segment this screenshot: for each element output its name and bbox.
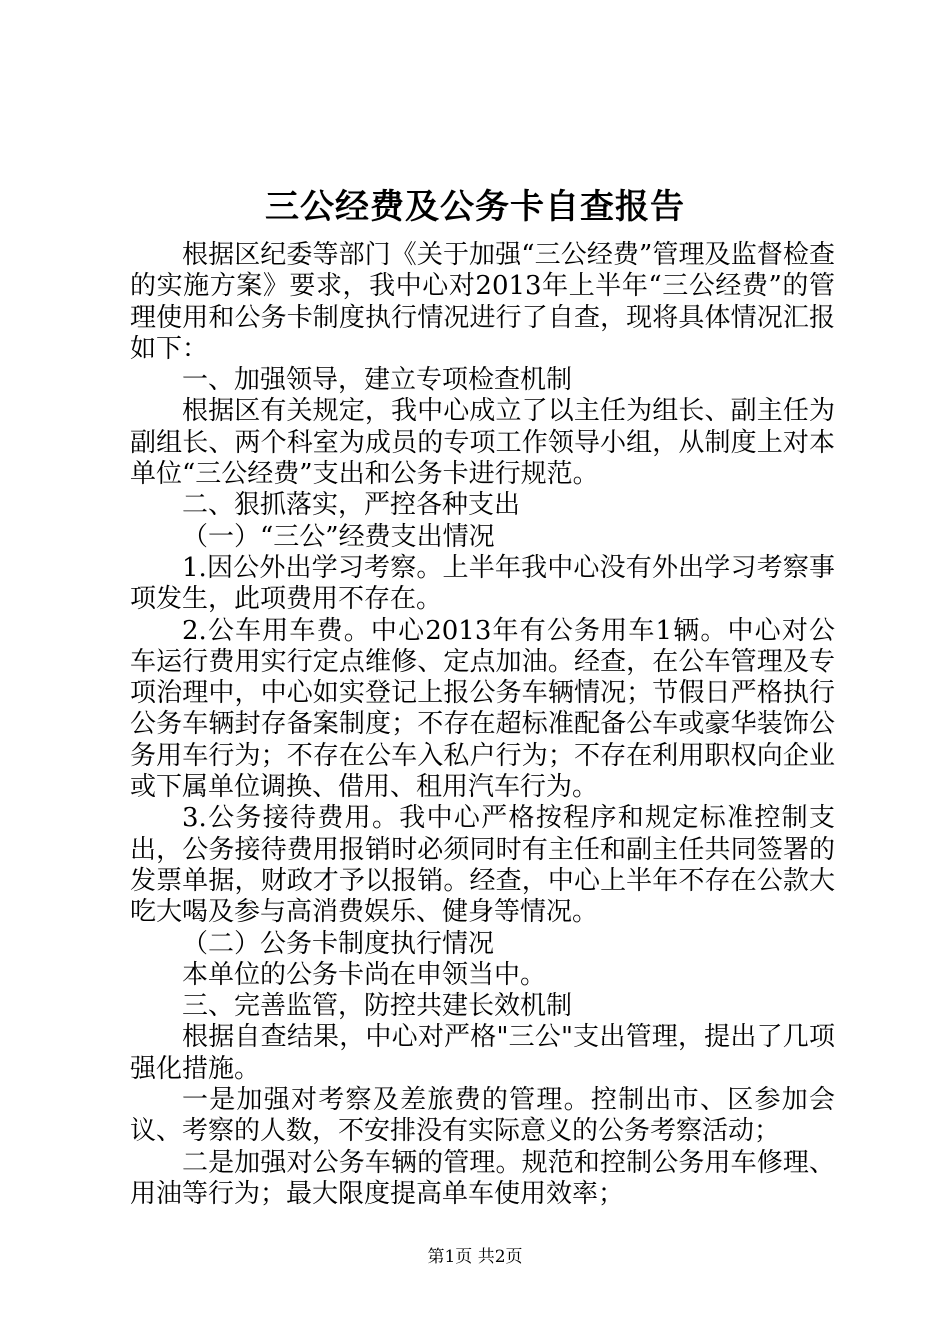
paragraph-item-1: 1.因公外出学习考察。上半年我中心没有外出学习考察事项发生，此项费用不存在。 [130,552,835,615]
paragraph-item-2: 2.公车用车费。中心2013年有公务用车1辆。中心对公车运行费用实行定点维修、定点加油。经查，在公车管理及专项治理中，中心如实登记上报公务车辆情况；节假日严格执行公务车辆封存备案制度；不存在超标准配备公车或豪华装饰公务用车行为；不存在公车入私户行为；不存在利用职权向企业或下属单位调换、借用、租用汽车行为。 [130,615,835,803]
paragraph-measure-1: 一是加强对考察及差旅费的管理。控制出市、区参加会议、考察的人数，不安排没有实际意义的公务考察活动； [130,1085,835,1147]
subsection-heading-1: （一）“三公”经费支出情况 [182,521,495,552]
page-footer: 第1页 共2页 [427,1247,523,1267]
paragraph-leadership: 根据区有关规定，我中心成立了以主任为组长、副主任为副组长、两个科室为成员的专项工作领导小组，从制度上对本单位“三公经费”支出和公务卡进行规范。 [130,396,835,490]
paragraph-intro: 根据区纪委等部门《关于加强“三公经费”管理及监督检查的实施方案》要求，我中心对2013年上半年“三公经费”的管理使用和公务卡制度执行情况进行了自查，现将具体情况汇报如下： [130,240,835,364]
paragraph-measures-intro: 根据自查结果，中心对严格"三公"支出管理，提出了几项强化措施。 [130,1022,835,1084]
paragraph-item-3: 3.公务接待费用。我中心严格按程序和规定标准控制支出，公务接待费用报销时必须同时有主任和副主任共同签署的发票单据，财政才予以报销。经查，中心上半年不存在公款大吃大喝及参与高消费娱乐、健身等情况。 [130,803,835,928]
paragraph-measure-2: 二是加强对公务车辆的管理。规范和控制公务用车修理、用油等行为；最大限度提高单车使用效率； [130,1147,835,1209]
subsection-heading-2: （二）公务卡制度执行情况 [182,928,495,959]
document-title: 三公经费及公务卡自查报告 [265,187,685,227]
section-heading-1: 一、加强领导，建立专项检查机制 [182,365,573,396]
document-body [130,240,835,1210]
paragraph-card-status: 本单位的公务卡尚在申领当中。 [182,959,547,990]
section-heading-3: 三、完善监管，防控共建长效机制 [182,991,573,1022]
section-heading-2: 二、狠抓落实，严控各种支出 [182,490,521,521]
